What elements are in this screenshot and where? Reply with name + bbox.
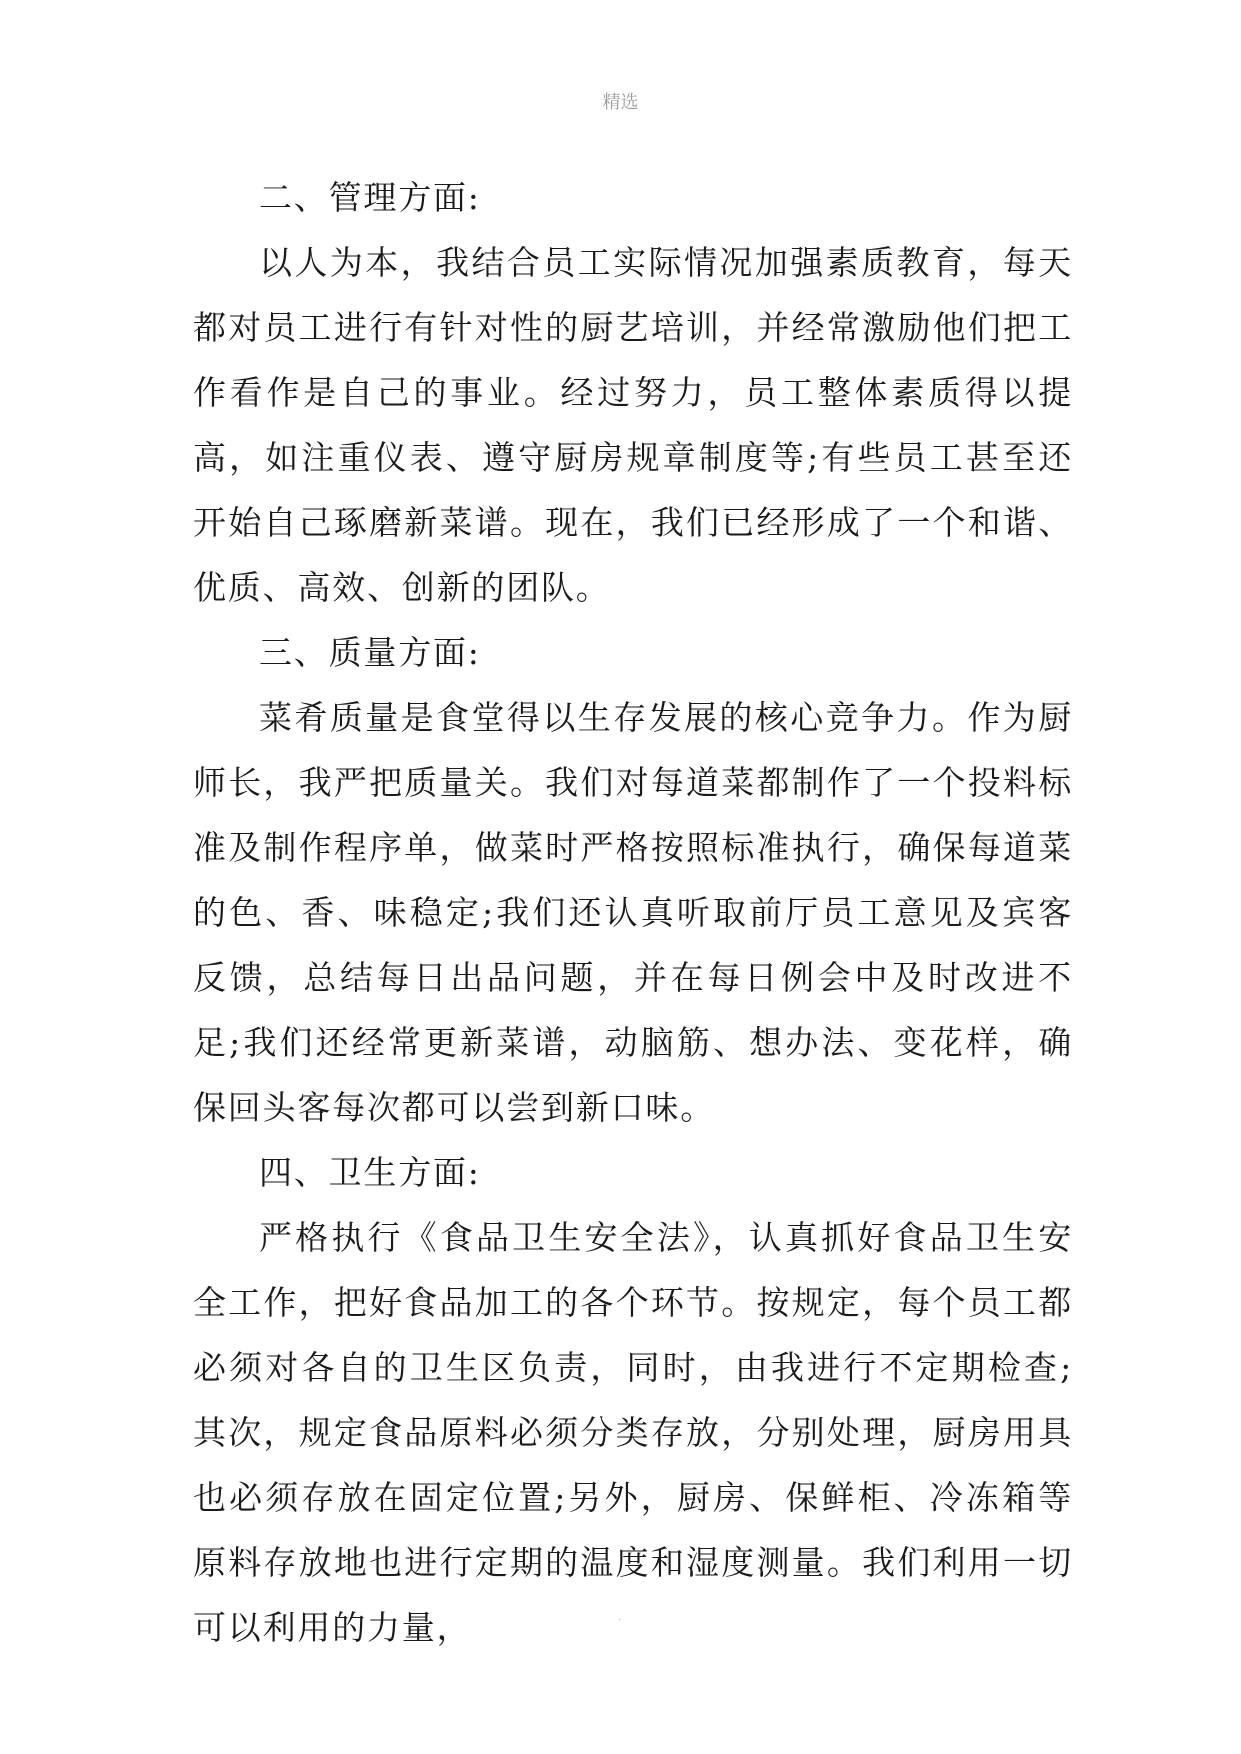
paragraph-hygiene: 严格执行《食品卫生安全法》，认真抓好食品卫生安全工作，把好食品加工的各个环节。按规定，每个员工都必须对各自的卫生区负责，同时，由我进行不定期检查;其次，规定食品原料必须分类存放，分别处理，厨房用具也必须存放在固定位置;另外，厨房、保鲜柜、冷冻箱等原料存放地也进行定期的温度和湿度测量。我们利用一切可以利用的力量，: [193, 1218, 1073, 1647]
document-body: [193, 165, 1073, 1660]
page-header-label: 精选: [602, 92, 639, 113]
section-heading-management: 二、管理方面:: [259, 178, 481, 217]
footer-mark: .: [618, 1612, 622, 1623]
paragraph-quality: 菜肴质量是食堂得以生存发展的核心竞争力。作为厨师长，我严把质量关。我们对每道菜都制作了一个投料标准及制作程序单，做菜时严格按照标准执行，确保每道菜的色、香、味稳定;我们还认真听取前厅员工意见及宾客反馈，总结每日出品问题，并在每日例会中及时改进不足;我们还经常更新菜谱，动脑筋、想办法、变花样，确保回头客每次都可以尝到新口味。: [193, 698, 1073, 1127]
paragraph-management: 以人为本，我结合员工实际情况加强素质教育，每天都对员工进行有针对性的厨艺培训，并经常激励他们把工作看作是自己的事业。经过努力，员工整体素质得以提高，如注重仪表、遵守厨房规章制度等;有些员工甚至还开始自己琢磨新菜谱。现在，我们已经形成了一个和谐、优质、高效、创新的团队。: [193, 243, 1073, 607]
section-heading-quality: 三、质量方面:: [259, 633, 481, 672]
section-heading-hygiene: 四、卫生方面:: [259, 1153, 481, 1192]
